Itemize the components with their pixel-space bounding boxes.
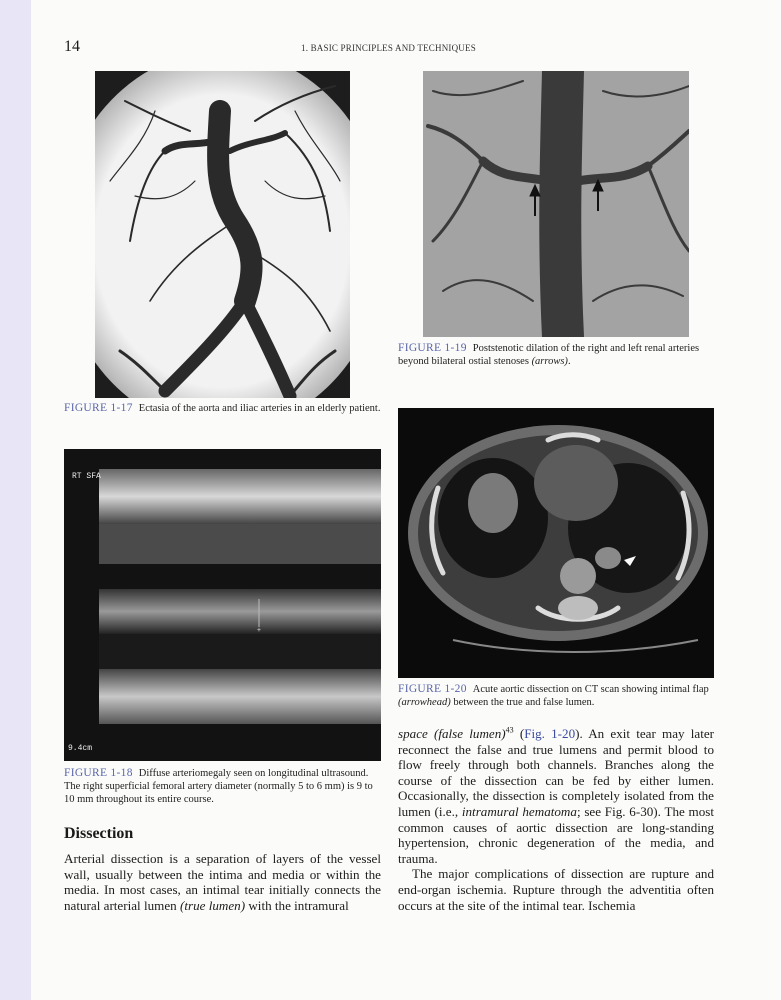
caption-emphasis: (arrows) (531, 356, 568, 367)
figure-1-19-image (423, 71, 689, 337)
figure-label: FIGURE 1-20 (398, 683, 467, 695)
caption-emphasis: (arrowhead) (398, 697, 451, 708)
figure-1-19-caption (398, 342, 728, 368)
text-emphasis: (true lumen) (179, 897, 246, 913)
caption-text: Acute aortic dissection on CT scan showing intimal flap (472, 684, 709, 695)
section-heading: Dissection (64, 825, 134, 842)
body-column-left (64, 851, 381, 913)
caption-text-end: between the true and false lumen. (450, 697, 595, 708)
figure-label: FIGURE 1-17 (64, 402, 133, 414)
paragraph: The major complications of dissection are rupture and end-organ ischemia. Rupture through the adventitia often occurs at the site of the intimal tear. Ischemia (398, 866, 714, 913)
caption-text-end: . (567, 356, 571, 367)
text-emphasis: space (false lumen) (398, 726, 506, 741)
figure-1-20-image (398, 408, 714, 678)
running-header: 1. BASIC PRINCIPLES AND TECHNIQUES (301, 43, 476, 53)
ultrasound-label-top: RT SFA (72, 472, 101, 481)
text-run: ; see Fig. 6-30). The most common causes of aortic dissection are long-standing hypertension, chronic degeneration of the media, and trauma. (398, 803, 715, 866)
paragraph (64, 851, 381, 913)
body-column-right (398, 726, 714, 913)
page-number: 14 (64, 38, 80, 55)
text-emphasis: intramural hematoma (461, 803, 577, 819)
caption-text: Poststenotic dilation of the right and left renal arteries beyond bilateral ostial stenoses (398, 343, 700, 367)
ultrasound-scale-label: 9.4cm (68, 744, 93, 753)
text-run: ( (513, 726, 525, 741)
text-run: with the intramural (245, 897, 349, 913)
text-run: ). An exit tear may later reconnect the false and true lumens and permit blood to flow freely through both channels. Branches along the course of the dissection can be fed by either lumen. Occasionally, the dissection is completely isolated from the lumen (i.e., (398, 726, 715, 819)
paragraph (398, 726, 714, 866)
figure-1-17-caption (64, 402, 394, 415)
figure-label: FIGURE 1-19 (398, 342, 467, 354)
caption-text: Ectasia of the aorta and iliac arteries in an elderly patient. (138, 403, 381, 414)
svg-text:+: + (256, 627, 262, 635)
figure-1-18-image (64, 449, 381, 761)
book-page (31, 0, 781, 1000)
figure-1-20-caption (398, 683, 728, 709)
figure-1-17-image (95, 71, 350, 398)
caption-text: Diffuse arteriomegaly seen on longitudinal ultrasound. The right superficial femoral artery diameter (normally 5 to 6 mm) is 9 to 10 mm throughout its entire course. (64, 768, 373, 805)
figure-label: FIGURE 1-18 (64, 767, 133, 779)
figure-reference-link[interactable]: Fig. 1-20 (524, 726, 576, 741)
citation-superscript: 43 (505, 725, 514, 735)
text-run: Arterial dissection is a separation of layers of the vessel wall, usually between the intima and media or within the media. In most cases, an intimal tear initially connects the natural arterial lumen (64, 851, 381, 913)
figure-1-18-caption (64, 767, 382, 806)
